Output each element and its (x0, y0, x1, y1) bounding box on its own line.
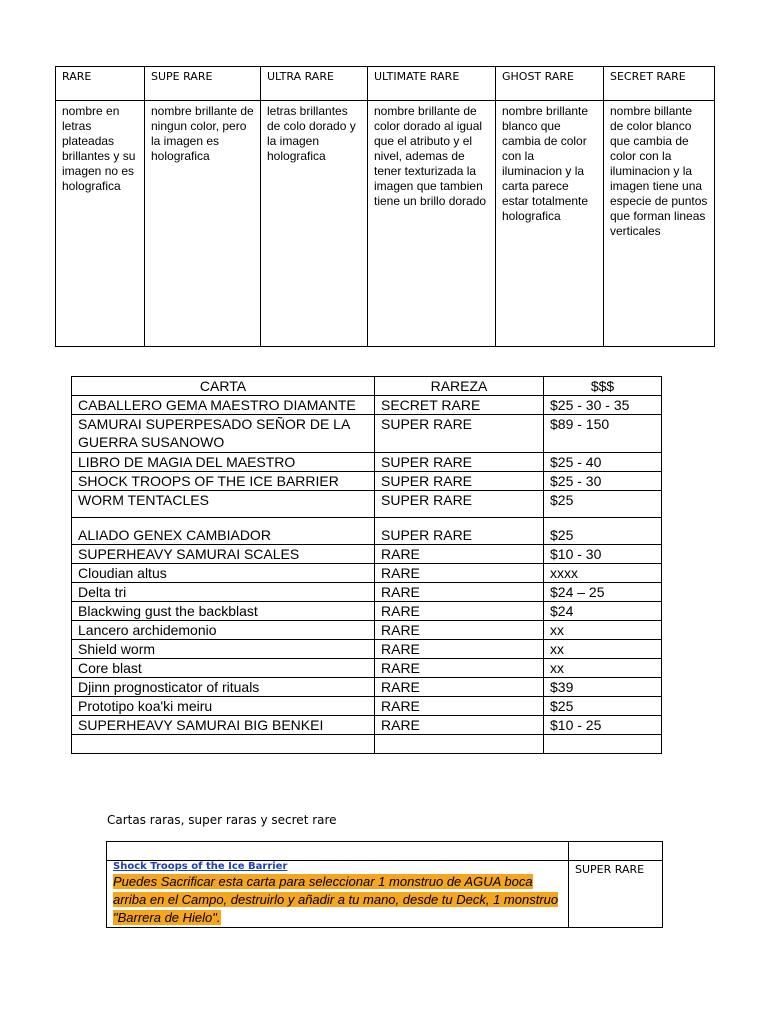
card-name: SUPERHEAVY SAMURAI BIG BENKEI (72, 716, 375, 735)
card-detail-table (106, 841, 663, 928)
table-row (72, 621, 662, 640)
table-row (72, 602, 662, 621)
header-rareza: RAREZA (375, 377, 544, 396)
card-price: xxxx (544, 564, 662, 583)
card-price: $25 (544, 491, 662, 518)
card-price: $24 (544, 602, 662, 621)
card-rarity: RARE (375, 545, 544, 564)
detail-empty-cell (107, 842, 569, 861)
card-name (72, 735, 375, 754)
card-rarity: RARE (375, 602, 544, 621)
table-row (72, 697, 662, 716)
detail-row (107, 861, 663, 928)
card-price: $10 - 25 (544, 716, 662, 735)
rarity-description-row (56, 101, 715, 347)
detail-rarity: SUPER RARE (569, 861, 663, 928)
detail-description-cell (107, 861, 569, 928)
rarity-desc-ghost-rare: nombre brillante blanco que cambia de color con la iluminacion y la carta parece estar totalmente holografica (496, 101, 604, 347)
table-row (72, 518, 662, 545)
card-price: $25 (544, 697, 662, 716)
table-row (72, 659, 662, 678)
table-row (72, 545, 662, 564)
card-rarity: SECRET RARE (375, 396, 544, 415)
section-caption: Cartas raras, super raras y secret rare (107, 813, 337, 827)
card-name: Delta tri (72, 583, 375, 602)
rarity-header-ultra-rare: ULTRA RARE (261, 67, 368, 101)
table-row (72, 453, 662, 472)
card-name: Cloudian altus (72, 564, 375, 583)
table-row-empty (72, 735, 662, 754)
rarity-header-ultimate-rare: ULTIMATE RARE (368, 67, 496, 101)
table-row (72, 678, 662, 697)
card-price: $10 - 30 (544, 545, 662, 564)
rarity-header-ghost-rare: GHOST RARE (496, 67, 604, 101)
card-price: $39 (544, 678, 662, 697)
card-rarity: SUPER RARE (375, 518, 544, 545)
rarity-header-rare: RARE (56, 67, 145, 101)
card-rarity: SUPER RARE (375, 415, 544, 453)
detail-empty-cell (569, 842, 663, 861)
card-name: ALIADO GENEX CAMBIADOR (72, 518, 375, 545)
card-rarity (375, 735, 544, 754)
card-rarity: RARE (375, 697, 544, 716)
card-rarity: SUPER RARE (375, 453, 544, 472)
table-row (72, 396, 662, 415)
card-rarity: RARE (375, 659, 544, 678)
card-price: $25 - 30 - 35 (544, 396, 662, 415)
card-rarity: RARE (375, 716, 544, 735)
card-name: Blackwing gust the backblast (72, 602, 375, 621)
card-price: $25 - 40 (544, 453, 662, 472)
card-rarity: RARE (375, 640, 544, 659)
table-row (72, 491, 662, 518)
card-name: Shield worm (72, 640, 375, 659)
rarity-desc-ultimate-rare: nombre brillante de color dorado al igual que el atributo y el nivel, ademas de tener texturizada la imagen que tambien tiene un brillo dorado (368, 101, 496, 347)
card-table (71, 376, 662, 754)
rarity-desc-secret-rare: nombre billante de color blanco que cambia de color con la iluminacion y la imagen tiene una especie de puntos que forman lineas verticales (604, 101, 715, 347)
card-name: WORM TENTACLES (72, 491, 375, 518)
card-table-header (72, 377, 662, 396)
table-row (72, 583, 662, 602)
rarity-header-row (56, 67, 715, 101)
card-price (544, 735, 662, 754)
table-row (72, 472, 662, 491)
rarity-header-super-rare: SUPE RARE (145, 67, 261, 101)
rarity-desc-rare: nombre en letras plateadas brillantes y su imagen no es holografica (56, 101, 145, 347)
table-row (72, 640, 662, 659)
card-price: $25 - 30 (544, 472, 662, 491)
card-name: Lancero archidemonio (72, 621, 375, 640)
card-price: $89 - 150 (544, 415, 662, 453)
card-price: $25 (544, 518, 662, 545)
card-price: xx (544, 659, 662, 678)
card-name: Djinn prognosticator of rituals (72, 678, 375, 697)
card-name-link[interactable]: Shock Troops of the Ice Barrier (113, 861, 288, 872)
card-rarity: SUPER RARE (375, 491, 544, 518)
card-name: LIBRO DE MAGIA DEL MAESTRO (72, 453, 375, 472)
card-name: SUPERHEAVY SAMURAI SCALES (72, 545, 375, 564)
card-price: $24 – 25 (544, 583, 662, 602)
card-price: xx (544, 621, 662, 640)
card-name: Core blast (72, 659, 375, 678)
rarity-table (55, 66, 715, 347)
card-name: SHOCK TROOPS OF THE ICE BARRIER (72, 472, 375, 491)
card-rarity: SUPER RARE (375, 472, 544, 491)
card-rarity: RARE (375, 621, 544, 640)
header-precio: $$$ (544, 377, 662, 396)
card-rarity: RARE (375, 678, 544, 697)
card-rarity: RARE (375, 583, 544, 602)
card-effect-text: Puedes Sacrificar esta carta para seleccionar 1 monstruo de AGUA boca arriba en el Campo, destruirlo y añadir a tu mano, desde tu Deck, 1 monstruo "Barrera de Hielo". (113, 874, 559, 925)
table-row (72, 415, 662, 453)
card-name: CABALLERO GEMA MAESTRO DIAMANTE (72, 396, 375, 415)
rarity-header-secret-rare: SECRET RARE (604, 67, 715, 101)
rarity-desc-ultra-rare: letras brillantes de colo dorado y la imagen holografica (261, 101, 368, 347)
detail-empty-row (107, 842, 663, 861)
rarity-desc-super-rare: nombre brillante de ningun color, pero la imagen es holografica (145, 101, 261, 347)
table-row (72, 564, 662, 583)
table-row (72, 716, 662, 735)
card-name: SAMURAI SUPERPESADO SEÑOR DE LA GUERRA SUSANOWO (72, 415, 375, 453)
header-carta: CARTA (72, 377, 375, 396)
card-rarity: RARE (375, 564, 544, 583)
card-price: xx (544, 640, 662, 659)
card-name: Prototipo koa'ki meiru (72, 697, 375, 716)
